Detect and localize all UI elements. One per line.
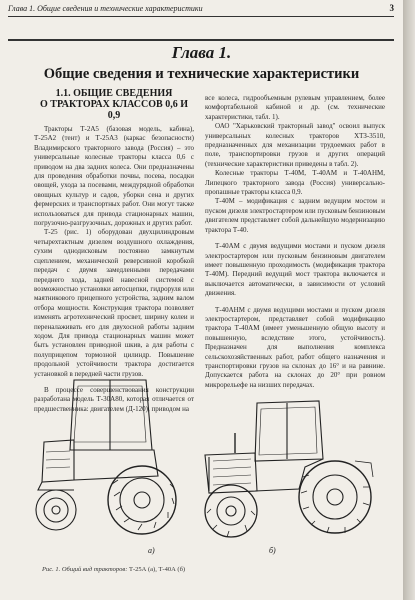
page-number: 3 — [389, 3, 394, 13]
paragraph: Т-40АНМ с двумя ведущими мостами и пуском дизеля электростартером, представляет собой модификацию трактора Т-40АМ (имеет уменьшенную общую высоту и повышенную, вследствие этого, устойчивость). Предназначен для выполнения комплекса сельскохозяйственных работ, работ общего назначения и транспортировки грузов на склонах до 16° и на равнине. Допускается работа на склонах до 20° при ровном микрорельефе на низших передачах. — [205, 305, 385, 389]
paragraph: В процессе совершенствования конструкции разработана модель Т-30А80, которая отличается от предшественника: двигателем (Д-120), приводом на — [34, 385, 194, 413]
paragraph: Т-25 (рис. 1) оборудован двухцилиндровым четырехтактным дизелем воздушного охлаждения, сухим однодисковым постоянно замкнутым сцеплением, механической реверсивной коробкой передач с двумя замедленными передачами переднего хода, задней навесной системой с возможностью установки автосцепки, гидроруля или маятникового прицепного устройства, задним валом отбора мощности. Конструкция трактора позволяет изменять агротехнический просвет, ширину колеи и переналаживать его для двухосной работы задним ходом. Для привода стационарных машин может быть установлен приводной шкив, а для работы с полуприцепом тормозной цилиндр. Повышение продольной устойчивости трактора достигается установкой в передней части грузов. — [34, 228, 194, 378]
paragraph: Т-40М – модификация с задним ведущим мостом и пуском дизеля электростартером или пусковым бензиновым двигателем представляет собой дальнейшую модернизацию трактора Т-40. — [205, 197, 386, 234]
left-column — [34, 88, 194, 414]
figure-a-label: а) — [148, 546, 155, 555]
paragraph: Т-40АМ с двумя ведущими мостами и пуском дизеля электростартером или пусковым бензиновым двигателем имеет повышенную проходимость (модификация трактора Т-40М). Передний ведущий мост трактора включается и выключается автоматически, в зависимости от условий движения. — [205, 242, 385, 298]
figure-caption — [42, 566, 372, 573]
figure-b-label: б) — [269, 546, 276, 555]
chapter-rule-top — [8, 39, 394, 41]
section-title-line1: 1.1. ОБЩИЕ СВЕДЕНИЯ — [55, 88, 173, 99]
paragraph: Тракторы Т-2А5 (базовая модель, кабина), Т-25А2 (тент) и Т-25А3 (каркас безопасности) Владимирского тракторного завода (Россия) – это универсальные колесные тракторы класса 0,6 с приводом на два задних колеса. Они предназначены для проведения обработки почвы, посева, посадки овощей, ухода за посевами, междурядной обработки овощных культур и садов, уборки сена и других фермерских и транспортных работ. Они могут также использоваться для привода стационарных машин, погрузочно-разгрузочных, дорожных и других работ. — [34, 125, 194, 228]
page-spine-edge — [403, 0, 415, 600]
chapter-label: Глава 1. — [171, 43, 232, 62]
paragraph: ОАО "Харьковский тракторный завод" освоил выпуск универсальных колесных тракторов ХТЗ-3510, предназначенных для механизации трудоемких работ в поле, транспортировки грузов и других операций (технические характеристики приведены в табл. 2). — [205, 122, 385, 168]
tractor-t25a-illustration — [34, 372, 194, 544]
paragraph: все колеса, гидрообъемным рулевым управлением, более комфортабельной кабиной и др. (см. технические характеристики, табл. 1). — [205, 94, 385, 121]
section-title-line2: О ТРАКТОРАХ КЛАССОВ 0,6 И 0,9 — [40, 99, 188, 121]
tractor-t40a-illustration — [195, 397, 375, 542]
caption-prefix: Рис. 1. Общий вид тракторов: — [42, 566, 128, 573]
running-title: Глава 1. Общие сведения и технические характеристики — [8, 4, 203, 13]
header-rule — [8, 16, 394, 17]
paragraph: Колесные тракторы Т-40М, Т-40АМ и Т-40АНМ, Липецкого тракторного завода (Россия) универсально-пропашные тракторы класса 0,9. — [205, 169, 385, 197]
caption-text: Т-25А (а), Т-40А (б) — [129, 566, 186, 573]
chapter-title: Общие сведения и технические характеристики — [43, 66, 360, 82]
right-column — [205, 94, 385, 390]
section-title — [34, 88, 194, 121]
